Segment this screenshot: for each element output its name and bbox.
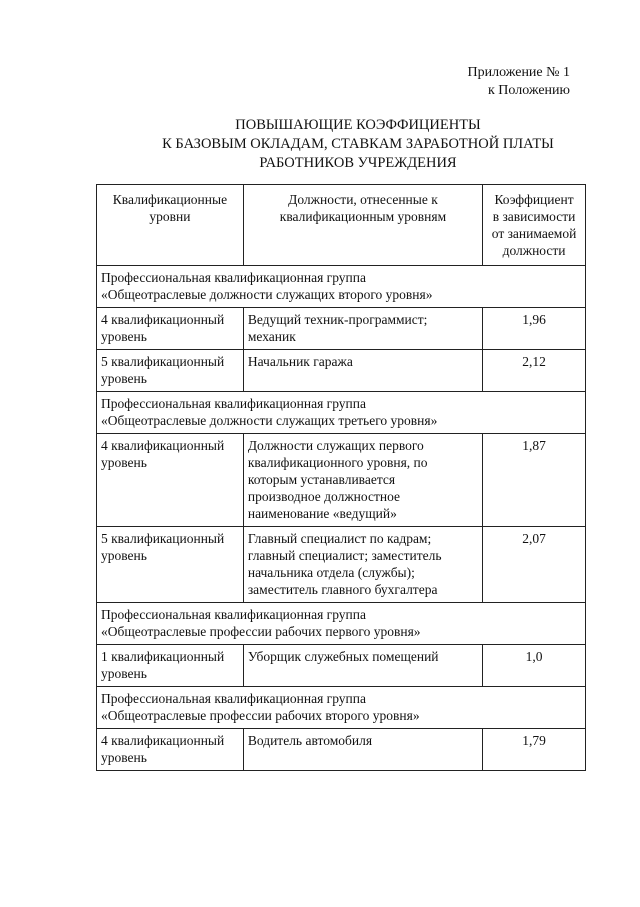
table-row bbox=[97, 308, 586, 350]
group-row bbox=[97, 392, 586, 434]
table-row bbox=[97, 350, 586, 392]
group-title: Профессиональная квалификационная группа «Общеотраслевые должности служащих третьего уровня» bbox=[97, 392, 586, 434]
document-title bbox=[0, 116, 640, 173]
coefficients-table bbox=[96, 184, 586, 771]
group-title: Профессиональная квалификационная группа «Общеотраслевые профессии рабочих первого уровня» bbox=[97, 603, 586, 645]
positions-cell: Главный специалист по кадрам; главный специалист; заместитель начальника отдела (службы); заместитель главного бухгалтера bbox=[243, 527, 482, 603]
positions-cell: Водитель автомобиля bbox=[243, 729, 482, 771]
table-header-row bbox=[97, 185, 586, 266]
level-cell: 1 квалификационный уровень bbox=[97, 645, 244, 687]
table-row bbox=[97, 729, 586, 771]
group-row bbox=[97, 603, 586, 645]
positions-cell: Уборщик служебных помещений bbox=[243, 645, 482, 687]
positions-cell: Ведущий техник-программист; механик bbox=[243, 308, 482, 350]
coefficient-cell: 2,07 bbox=[483, 527, 586, 603]
level-cell: 4 квалификационный уровень bbox=[97, 729, 244, 771]
table-row bbox=[97, 645, 586, 687]
group-row bbox=[97, 266, 586, 308]
header-coefficient: Коэффициент в зависимости от занимаемой должности bbox=[483, 185, 586, 266]
coefficient-cell: 1,87 bbox=[483, 434, 586, 527]
positions-cell: Начальник гаража bbox=[243, 350, 482, 392]
appendix-reference bbox=[468, 64, 571, 100]
level-cell: 5 квалификационный уровень bbox=[97, 527, 244, 603]
table-row bbox=[97, 527, 586, 603]
group-title: Профессиональная квалификационная группа «Общеотраслевые должности служащих второго уровня» bbox=[97, 266, 586, 308]
level-cell: 4 квалификационный уровень bbox=[97, 308, 244, 350]
level-cell: 5 квалификационный уровень bbox=[97, 350, 244, 392]
coefficient-cell: 2,12 bbox=[483, 350, 586, 392]
title-line: К БАЗОВЫМ ОКЛАДАМ, СТАВКАМ ЗАРАБОТНОЙ ПЛАТЫ bbox=[162, 136, 554, 152]
coefficient-cell: 1,79 bbox=[483, 729, 586, 771]
coefficient-cell: 1,96 bbox=[483, 308, 586, 350]
appendix-to-regulation: к Положению bbox=[487, 83, 570, 98]
group-title: Профессиональная квалификационная группа «Общеотраслевые профессии рабочих второго уровня» bbox=[97, 687, 586, 729]
header-positions: Должности, отнесенные к квалификационным уровням bbox=[243, 185, 482, 266]
group-row bbox=[97, 687, 586, 729]
title-line: РАБОТНИКОВ УЧРЕЖДЕНИЯ bbox=[259, 155, 457, 171]
header-qualification-levels: Квалификационные уровни bbox=[97, 185, 244, 266]
appendix-number: Приложение № 1 bbox=[467, 65, 570, 80]
title-line: ПОВЫШАЮЩИЕ КОЭФФИЦИЕНТЫ bbox=[235, 117, 481, 133]
level-cell: 4 квалификационный уровень bbox=[97, 434, 244, 527]
positions-cell: Должности служащих первого квалификационного уровня, по которым устанавливается производное должностное наименование «ведущий» bbox=[243, 434, 482, 527]
table-row bbox=[97, 434, 586, 527]
coefficient-cell: 1,0 bbox=[483, 645, 586, 687]
